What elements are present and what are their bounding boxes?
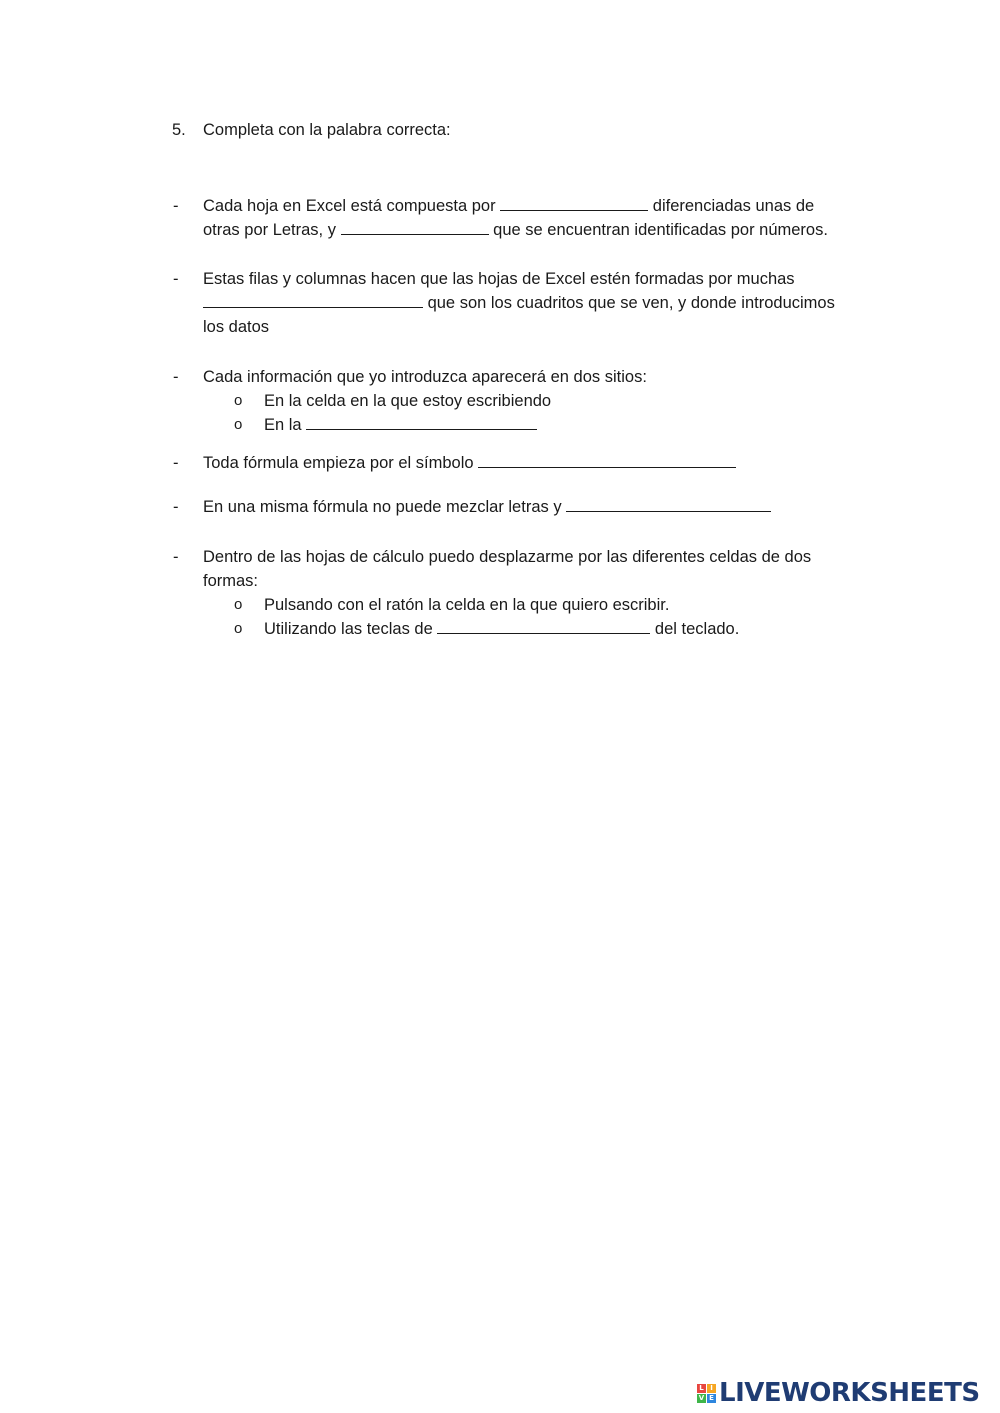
sub-marker: o: [234, 416, 243, 433]
exercise-title: Completa con la palabra correcta:: [203, 121, 451, 139]
logo-letter: L: [697, 1384, 706, 1393]
item-6-line-2: formas:: [203, 572, 259, 590]
exercise-number: 5.: [172, 121, 186, 139]
item-1-line-2: [203, 218, 828, 242]
liveworksheets-logo: [697, 1378, 980, 1408]
sub-marker: o: [234, 620, 243, 637]
bullet-marker: -: [173, 197, 179, 215]
text: Cada hoja en Excel está compuesta por: [203, 197, 501, 215]
bullet-marker: -: [173, 454, 179, 472]
blank-symbol[interactable]: [478, 452, 736, 468]
text: que se encuentran identificadas por números.: [488, 221, 828, 239]
item-1-line-1: [203, 194, 814, 218]
logo-mark-icon: [697, 1384, 716, 1403]
item-3-sub-2: [264, 413, 537, 437]
text: En una misma fórmula no puede mezclar letras y: [203, 498, 567, 516]
blank-formula-bar[interactable]: [306, 414, 537, 430]
text: En la: [264, 416, 307, 434]
logo-letter: I: [707, 1384, 716, 1393]
bullet-marker: -: [173, 270, 179, 288]
logo-text: LIVEWORKSHEETS: [719, 1378, 980, 1408]
bullet-marker: -: [173, 368, 179, 386]
item-5-line-1: [203, 495, 771, 519]
text: que son los cuadritos que se ven, y donde introducimos: [423, 294, 835, 312]
logo-letter: E: [707, 1394, 716, 1403]
sub-marker: o: [234, 392, 243, 409]
item-4-line-1: [203, 451, 736, 475]
blank-numbers[interactable]: [566, 496, 771, 512]
text: Toda fórmula empieza por el símbolo: [203, 454, 479, 472]
item-2-line-2: [203, 291, 835, 315]
blank-rows[interactable]: [341, 219, 489, 235]
blank-cells-columns[interactable]: [500, 195, 648, 211]
blank-keys[interactable]: [437, 618, 650, 634]
text: Utilizando las teclas de: [264, 620, 438, 638]
item-6-line-1: Dentro de las hojas de cálculo puedo desplazarme por las diferentes celdas de dos: [203, 548, 812, 566]
item-6-sub-1: Pulsando con el ratón la celda en la que quiero escribir.: [264, 596, 670, 614]
bullet-marker: -: [173, 548, 179, 566]
item-3-line-1: Cada información que yo introduzca aparecerá en dos sitios:: [203, 368, 647, 386]
blank-cells[interactable]: [203, 292, 423, 308]
logo-letter: V: [698, 1393, 705, 1402]
item-2-line-1: Estas filas y columnas hacen que las hojas de Excel estén formadas por muchas: [203, 270, 795, 288]
text: otras por Letras, y: [203, 221, 341, 239]
bullet-marker: -: [173, 498, 179, 516]
item-2-line-3: los datos: [203, 318, 270, 336]
sub-marker: o: [234, 596, 243, 613]
item-3-sub-1: En la celda en la que estoy escribiendo: [264, 392, 552, 410]
text: diferenciadas unas de: [648, 197, 815, 215]
item-6-sub-2: [264, 617, 739, 641]
text: del teclado.: [650, 620, 740, 638]
